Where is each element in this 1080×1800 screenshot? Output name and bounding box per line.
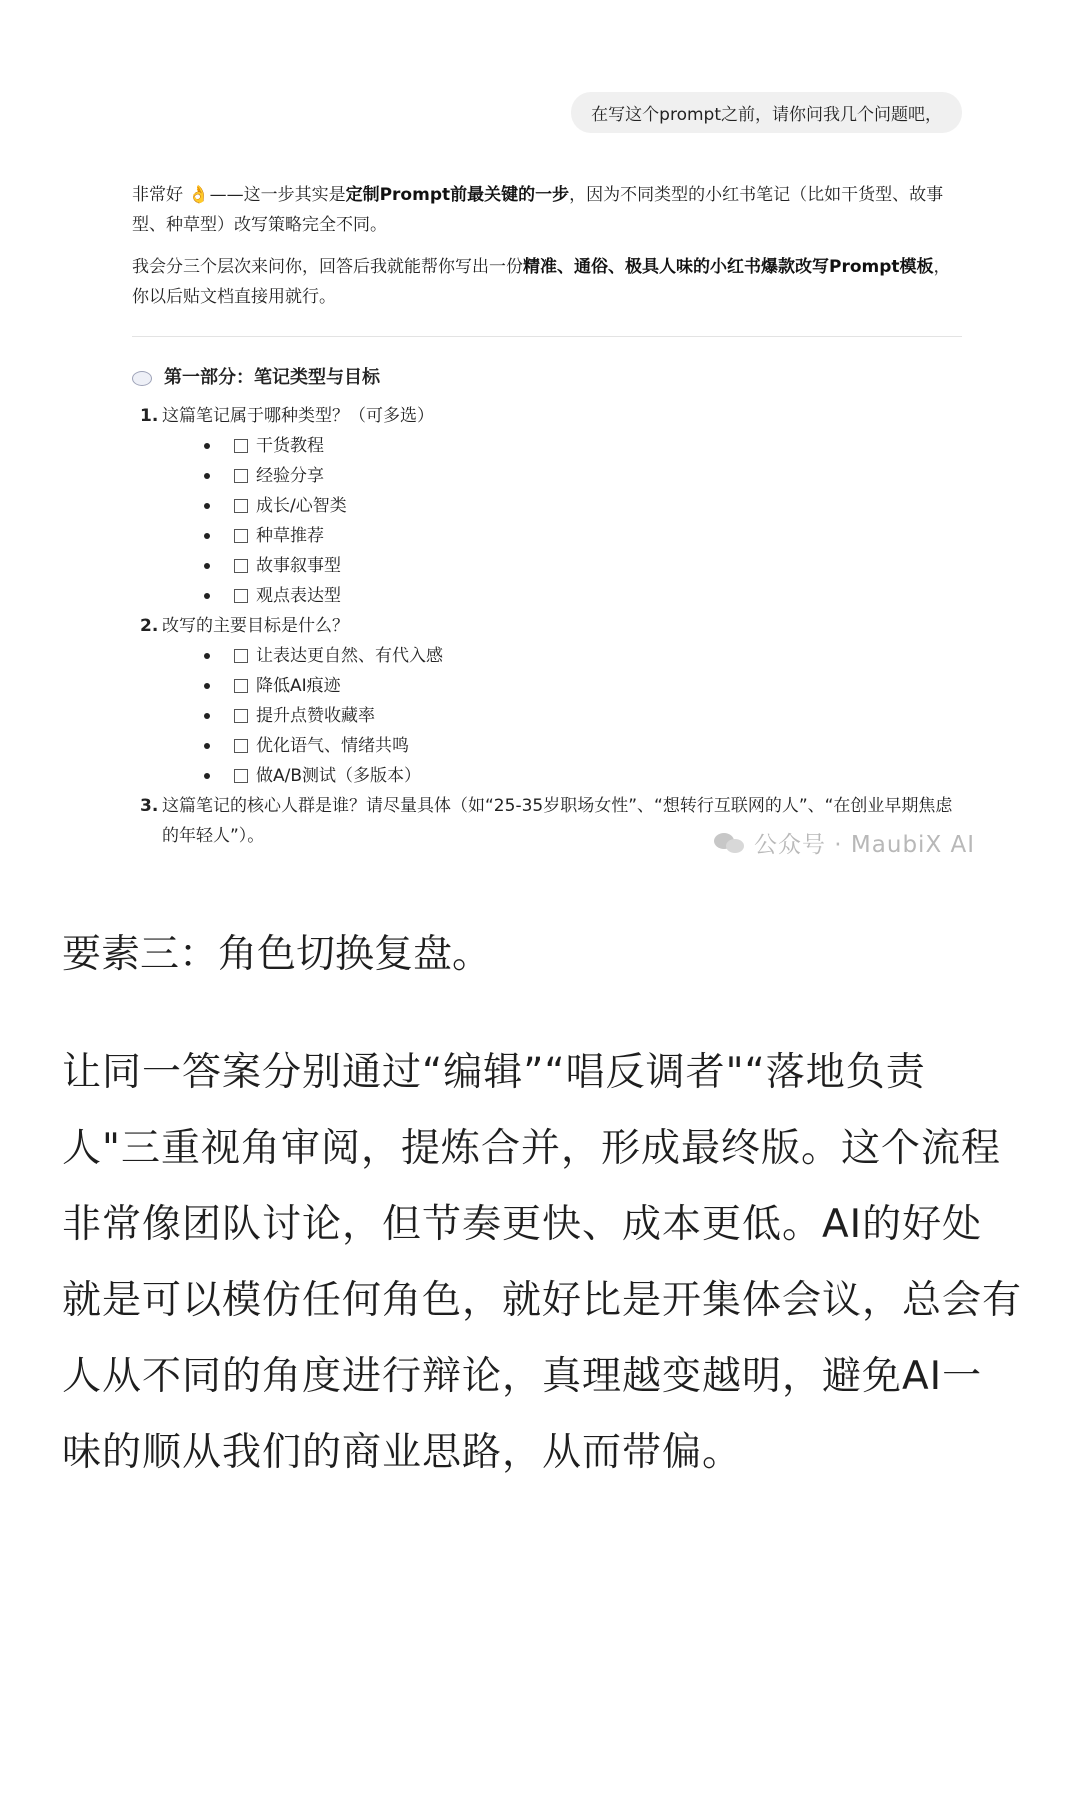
bullet-icon [204,653,210,659]
option-item [202,551,962,581]
checkbox-icon [234,499,248,513]
checkbox-icon [234,529,248,543]
option-label: 种草推荐 [256,526,324,546]
question-text: 改写的主要目标是什么？ [162,616,349,636]
option-item [202,701,962,731]
reply-bold-text: 定制Prompt前最关键的一步 [345,185,570,205]
option-item [202,731,962,761]
question-list [132,401,962,851]
bullet-icon [204,713,210,719]
question-number: 2. [140,616,159,636]
bullet-icon [204,773,210,779]
question-number: 1. [140,406,159,426]
reply-paragraph-1 [132,180,962,240]
checkbox-icon [234,649,248,663]
option-item [202,461,962,491]
option-item [202,431,962,461]
option-label: 让表达更自然、有代入感 [256,646,443,666]
speech-bubble-icon [132,371,152,386]
checkbox-icon [234,469,248,483]
checkbox-icon [234,589,248,603]
reply-paragraph-2 [132,252,962,312]
reply-text: 我会分三个层次来问你，回答后我就能帮你写出一份 [132,257,523,277]
bullet-icon [204,533,210,539]
option-label: 提升点赞收藏率 [256,706,375,726]
bullet-icon [204,473,210,479]
option-list [162,431,962,611]
checkbox-icon [234,709,248,723]
option-label: 降低AI痕迹 [256,676,341,696]
option-label: 干货教程 [256,436,324,456]
checkbox-icon [234,739,248,753]
bullet-icon [204,683,210,689]
assistant-reply [132,180,962,851]
bullet-icon [204,743,210,749]
checkbox-icon [234,439,248,453]
option-item [202,641,962,671]
option-item [202,581,962,611]
reply-text: ，你以后贴文档直接用就行。 [132,257,951,307]
option-item [202,521,962,551]
option-item [202,491,962,521]
reply-bold-text: 精准、通俗、极具人味的小红书爆款改写Prompt模板 [523,257,934,277]
option-label: 做A/B测试（多版本） [256,766,422,786]
bullet-icon [204,563,210,569]
question-item [132,401,962,611]
article-heading: 要素三：角色切换复盘。 [62,932,492,977]
option-label: 观点表达型 [256,586,341,606]
option-item [202,761,962,791]
section-title-text: 第一部分：笔记类型与目标 [164,367,380,388]
checkbox-icon [234,559,248,573]
option-item [202,671,962,701]
question-item [132,611,962,791]
option-list [162,641,962,791]
question-number: 3. [140,796,159,816]
checkbox-icon [234,679,248,693]
option-label: 故事叙事型 [256,556,341,576]
section-title [132,363,962,393]
watermark-text: 公众号 · MaubiX AI [754,832,976,858]
article-body [62,925,1022,1491]
checkbox-icon [234,769,248,783]
bullet-icon [204,503,210,509]
user-message-bubble: 在写这个prompt之前，请你问我几个问题吧， [571,92,962,133]
option-label: 成长/心智类 [256,496,347,516]
option-label: 经验分享 [256,466,324,486]
question-text: 这篇笔记的核心人群是谁？请尽量具体（如“25-35岁职场女性”、“想转行互联网的人”、“在创业早期焦虑的年轻人”）。 [162,796,953,846]
wechat-icon [714,831,746,855]
reply-text: 非常好 👌——这一步其实是 [132,185,346,205]
bullet-icon [204,593,210,599]
reply-text: ，因为不同类型的小红书笔记（比如干货型、故事型、种草型）改写策略完全不同。 [132,185,944,235]
option-label: 优化语气、情绪共鸣 [256,736,409,756]
bullet-icon [204,443,210,449]
divider [132,336,962,337]
article-paragraph: 让同一答案分别通过“编辑”“唱反调者"“落地负责人"三重视角审阅，提炼合并，形成最终版。这个流程非常像团队讨论，但节奏更快、成本更低。AI的好处就是可以模仿任何角色，就好比是开集体会议，总会有人从不同的角度进行辩论，真理越变越明，避免AI一味的顺从我们的商业思路，从而带偏。 [62,1050,1023,1475]
question-text: 这篇笔记属于哪种类型？（可多选） [162,406,434,426]
watermark [714,826,975,859]
